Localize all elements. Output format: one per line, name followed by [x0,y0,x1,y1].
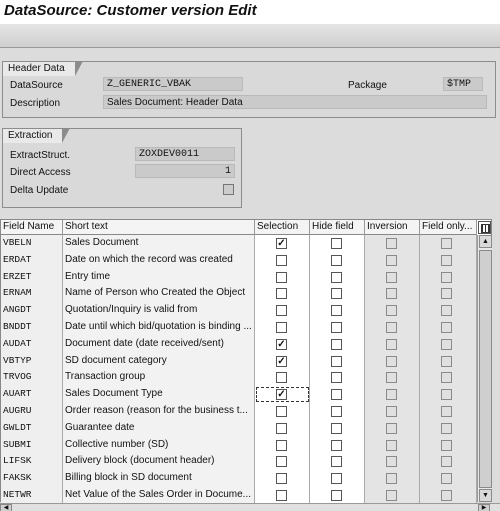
inversion-cell [365,319,420,336]
hide-cell [310,302,365,319]
application-toolbar [0,24,500,48]
extract-struct-field[interactable]: ZOXDEV0011 [135,147,235,161]
package-field[interactable]: $TMP [443,77,483,91]
column-header-short-text[interactable]: Short text [63,220,255,235]
field-name-cell: AUGRU [1,403,63,420]
hide-cell [310,386,365,403]
selection-cell [255,302,310,319]
short-text-cell: Sales Document [63,235,255,252]
selection-checkbox[interactable]: ✓ [277,338,286,350]
field-only-checkbox [441,440,452,451]
inversion-cell [365,336,420,353]
selection-checkbox[interactable]: ✓ [277,355,286,367]
inversion-cell [365,403,420,420]
inversion-checkbox [386,322,397,333]
direct-access-label: Direct Access [10,167,71,178]
selection-cell [255,453,310,470]
field-only-checkbox [441,423,452,434]
inversion-checkbox [386,473,397,484]
table-row[interactable] [1,319,477,336]
selection-cell [255,319,310,336]
short-text-cell: Date until which bid/quotation is binding ... [63,319,255,336]
selection-cell [255,353,310,370]
hide-checkbox[interactable] [331,322,342,333]
field-only-cell [420,420,477,437]
selection-checkbox[interactable] [276,423,287,434]
field-only-cell [420,487,477,504]
hide-cell [310,285,365,302]
vertical-scrollbar[interactable] [477,235,492,502]
direct-access-field[interactable]: 1 [135,164,235,178]
selection-checkbox[interactable] [276,456,287,467]
field-name-cell: LIFSK [1,453,63,470]
table-row[interactable] [1,437,477,454]
field-name-cell: ERDAT [1,252,63,269]
table-row[interactable] [1,336,477,353]
extraction-group-title: Extraction [2,128,62,143]
hide-checkbox[interactable] [331,490,342,501]
hide-cell [310,369,365,386]
short-text-cell: Guarantee date [63,420,255,437]
table-row[interactable] [1,403,477,420]
inversion-checkbox [386,440,397,451]
field-name-cell: SUBMI [1,437,63,454]
hide-cell [310,470,365,487]
inversion-cell [365,453,420,470]
table-row[interactable] [1,302,477,319]
field-only-cell [420,285,477,302]
field-name-cell: VBTYP [1,353,63,370]
header-data-group [2,61,496,118]
scroll-left-icon[interactable]: ◀ [0,504,12,511]
field-name-cell: ERZET [1,269,63,286]
hide-checkbox[interactable] [331,305,342,316]
field-only-checkbox [441,339,452,350]
hide-cell [310,252,365,269]
fields-table [0,219,492,502]
extraction-group [2,128,242,208]
field-name-cell: AUART [1,386,63,403]
inversion-cell [365,353,420,370]
inversion-cell [365,302,420,319]
field-only-cell [420,369,477,386]
inversion-cell [365,269,420,286]
hide-checkbox[interactable] [331,372,342,383]
inversion-cell [365,470,420,487]
datasource-field[interactable]: Z_GENERIC_VBAK [103,77,243,91]
field-name-cell: NETWR [1,487,63,504]
selection-cell [255,437,310,454]
inversion-checkbox [386,238,397,249]
hide-checkbox[interactable] [331,456,342,467]
scroll-right-icon[interactable]: ▶ [478,504,490,511]
field-only-cell [420,453,477,470]
datasource-label: DataSource [10,80,63,91]
selection-cell [255,285,310,302]
selection-checkbox[interactable] [276,305,287,316]
short-text-cell: Delivery block (document header) [63,453,255,470]
field-only-cell [420,353,477,370]
inversion-checkbox [386,372,397,383]
table-header [1,220,477,235]
selection-checkbox[interactable] [276,473,287,484]
selection-cell [255,235,310,252]
inversion-checkbox [386,389,397,400]
delta-update-label: Delta Update [10,185,69,196]
selection-cell [255,470,310,487]
hide-cell [310,437,365,454]
field-name-cell: FAKSK [1,470,63,487]
field-only-cell [420,302,477,319]
selection-cell [255,269,310,286]
selection-checkbox[interactable] [276,322,287,333]
hide-checkbox[interactable] [331,389,342,400]
horizontal-scrollbar[interactable] [0,503,500,511]
table-row[interactable] [1,420,477,437]
table-row[interactable] [1,235,477,252]
inversion-checkbox [386,305,397,316]
hide-checkbox[interactable] [331,423,342,434]
hide-checkbox[interactable] [331,288,342,299]
short-text-cell: Transaction group [63,369,255,386]
inversion-cell [365,420,420,437]
selection-cell [255,336,310,353]
hide-checkbox[interactable] [331,356,342,367]
field-name-cell: ERNAM [1,285,63,302]
table-row[interactable] [1,470,477,487]
package-label: Package [348,80,387,91]
inversion-cell [365,487,420,504]
inversion-cell [365,437,420,454]
field-only-checkbox [441,272,452,283]
short-text-cell: Date on which the record was created [63,252,255,269]
inversion-checkbox [386,339,397,350]
field-name-cell: GWLDT [1,420,63,437]
inversion-checkbox [386,255,397,266]
title-bar [0,0,500,24]
inversion-cell [365,235,420,252]
selection-checkbox[interactable] [276,490,287,501]
selection-cell [255,403,310,420]
field-only-checkbox [441,288,452,299]
hide-checkbox[interactable] [331,473,342,484]
field-only-checkbox [441,490,452,501]
hide-checkbox[interactable] [331,440,342,451]
hide-checkbox[interactable] [331,238,342,249]
window-title: DataSource: Customer version Edit [4,2,257,19]
field-only-checkbox [441,406,452,417]
inversion-cell [365,285,420,302]
field-only-cell [420,386,477,403]
short-text-cell: SD document category [63,353,255,370]
table-row[interactable] [1,453,477,470]
field-only-cell [420,437,477,454]
field-name-cell: VBELN [1,235,63,252]
hide-checkbox[interactable] [331,255,342,266]
hide-cell [310,353,365,370]
column-header-selection[interactable]: Selection [255,220,310,235]
description-field[interactable]: Sales Document: Header Data [103,95,487,109]
selection-cell [255,420,310,437]
extract-struct-label: ExtractStruct. [10,150,71,161]
table-row[interactable] [1,269,477,286]
selection-checkbox[interactable] [276,255,287,266]
delta-update-checkbox[interactable] [223,184,234,195]
column-header-hide-field[interactable]: Hide field [310,220,365,235]
column-header-field-only[interactable]: Field only... [420,220,477,235]
hide-cell [310,403,365,420]
field-only-checkbox [441,238,452,249]
short-text-cell: Quotation/Inquiry is valid from [63,302,255,319]
header-data-group-title: Header Data [2,61,75,76]
field-only-cell [420,319,477,336]
short-text-cell: Order reason (reason for the business t... [63,403,255,420]
selection-cell [255,386,310,403]
inversion-checkbox [386,423,397,434]
column-header-inversion[interactable]: Inversion [365,220,420,235]
field-only-checkbox [441,305,452,316]
field-only-cell [420,470,477,487]
field-name-cell: ANGDT [1,302,63,319]
field-only-cell [420,336,477,353]
table-row[interactable] [1,285,477,302]
field-only-checkbox [441,322,452,333]
scroll-up-icon[interactable]: ▲ [479,235,492,248]
selection-checkbox[interactable] [276,406,287,417]
field-only-cell [420,252,477,269]
inversion-checkbox [386,490,397,501]
hide-cell [310,420,365,437]
short-text-cell: Name of Person who Created the Object [63,285,255,302]
selection-cell [255,369,310,386]
field-only-checkbox [441,456,452,467]
short-text-cell: Billing block in SD document [63,470,255,487]
selection-checkbox[interactable] [276,272,287,283]
field-name-cell: TRVOG [1,369,63,386]
inversion-checkbox [386,356,397,367]
field-only-checkbox [441,255,452,266]
short-text-cell: Net Value of the Sales Order in Docume... [63,487,255,504]
field-only-cell [420,403,477,420]
short-text-cell: Sales Document Type [63,386,255,403]
field-name-cell: AUDAT [1,336,63,353]
selection-cell [255,252,310,269]
inversion-checkbox [386,288,397,299]
inversion-checkbox [386,456,397,467]
short-text-cell: Collective number (SD) [63,437,255,454]
selection-cell [255,487,310,504]
table-row[interactable] [1,487,477,504]
hide-cell [310,269,365,286]
field-name-cell: BNDDT [1,319,63,336]
field-only-checkbox [441,356,452,367]
field-only-checkbox [441,372,452,383]
short-text-cell: Document date (date received/sent) [63,336,255,353]
inversion-checkbox [386,272,397,283]
field-only-checkbox [441,389,452,400]
hide-cell [310,453,365,470]
hide-cell [310,319,365,336]
column-header-field-name[interactable]: Field Name [1,220,63,235]
field-only-cell [420,235,477,252]
selection-checkbox[interactable] [276,288,287,299]
selection-checkbox[interactable]: ✓ [277,238,286,249]
hide-cell [310,336,365,353]
hide-checkbox[interactable] [331,339,342,350]
table-row[interactable] [1,252,477,269]
description-label: Description [10,98,61,109]
table-row[interactable] [1,353,477,370]
selection-checkbox[interactable] [276,440,287,451]
hide-checkbox[interactable] [331,406,342,417]
selection-checkbox[interactable] [276,372,287,383]
scroll-down-icon[interactable]: ▼ [479,489,492,502]
inversion-cell [365,252,420,269]
table-row[interactable] [1,369,477,386]
hide-cell [310,487,365,504]
field-only-checkbox [441,473,452,484]
field-only-cell [420,269,477,286]
scroll-thumb[interactable] [479,250,492,488]
inversion-cell [365,386,420,403]
hide-cell [310,235,365,252]
selection-checkbox[interactable]: ✓ [277,389,286,401]
short-text-cell: Entry time [63,269,255,286]
hide-checkbox[interactable] [331,272,342,283]
inversion-checkbox [386,406,397,417]
inversion-cell [365,369,420,386]
table-row[interactable] [1,386,477,403]
table-settings-icon[interactable] [478,221,491,234]
